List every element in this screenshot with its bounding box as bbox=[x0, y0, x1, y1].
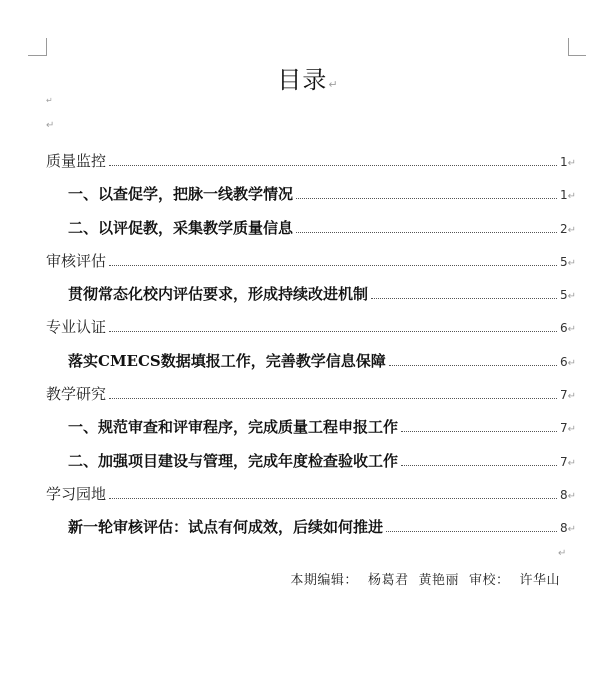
editor-credits bbox=[290, 569, 560, 588]
toc-page-number: 1 bbox=[559, 188, 568, 203]
paragraph-mark-icon: ↵ bbox=[567, 357, 576, 369]
toc-entry[interactable] bbox=[46, 146, 576, 179]
toc-dot-leader bbox=[296, 198, 557, 199]
toc-dot-leader bbox=[109, 331, 557, 332]
toc-subentry[interactable] bbox=[46, 179, 576, 212]
toc-dot-leader bbox=[109, 165, 557, 166]
toc-subentry[interactable] bbox=[46, 446, 576, 479]
toc-dot-leader bbox=[401, 465, 557, 466]
paragraph-mark-icon: ↵ bbox=[567, 457, 576, 469]
toc-entry-label: 落实CMECS数据填报工作，完善教学信息保障 bbox=[68, 351, 386, 370]
toc-entry-label: 二、加强项目建设与管理，完成年度检查验收工作 bbox=[68, 451, 399, 470]
crop-mark-top-right-horizontal bbox=[568, 55, 586, 56]
crop-mark-top-left-vertical bbox=[46, 38, 47, 56]
toc-dot-leader bbox=[389, 365, 557, 366]
paragraph-mark-icon: ↵ bbox=[567, 324, 576, 336]
toc-entry-label: 新一轮审核评估：试点有何成效，后续如何推进 bbox=[68, 518, 384, 537]
toc-entry-label: 一、以查促学，把脉一线教学情况 bbox=[68, 185, 294, 204]
toc-dot-leader bbox=[371, 298, 557, 299]
toc-dot-leader bbox=[109, 265, 557, 266]
toc-page-number: 6 bbox=[559, 354, 568, 369]
toc-entry[interactable] bbox=[46, 246, 576, 279]
toc-page-number: 7 bbox=[559, 421, 568, 436]
toc-entry-label: 审核评估 bbox=[46, 251, 107, 270]
toc-entry[interactable] bbox=[46, 312, 576, 345]
toc-page-number: 7 bbox=[559, 454, 568, 469]
toc-entry-label: 贯彻常态化校内评估要求，形成持续改进机制 bbox=[68, 285, 369, 304]
paragraph-mark-icon: ↵ bbox=[567, 524, 576, 536]
paragraph-mark-icon: ↵ bbox=[567, 224, 576, 236]
editor-label: 本期编辑： 杨葛君 bbox=[290, 573, 409, 588]
page-title-text: 目录 bbox=[277, 66, 328, 94]
reviewer: 审校： 许华山 bbox=[468, 573, 560, 588]
crop-mark-top-right-vertical bbox=[568, 38, 569, 56]
toc-page-number: 8 bbox=[559, 487, 568, 502]
toc-page-number: 2 bbox=[559, 221, 568, 236]
toc-page-number: 8 bbox=[559, 521, 568, 536]
paragraph-mark-icon: ↵ bbox=[46, 96, 53, 105]
toc-subentry[interactable] bbox=[46, 346, 576, 379]
paragraph-mark-icon: ↵ bbox=[567, 291, 576, 303]
paragraph-mark-icon: ↵ bbox=[567, 257, 576, 269]
toc-dot-leader bbox=[296, 232, 557, 233]
toc-entry-label: 质量监控 bbox=[46, 152, 107, 170]
toc-entry[interactable] bbox=[46, 379, 576, 412]
toc-entry-label: 教学研究 bbox=[46, 385, 107, 404]
toc-dot-leader bbox=[109, 498, 557, 499]
toc-entry-label: 二、以评促教，采集教学质量信息 bbox=[68, 218, 294, 237]
toc-subentry[interactable] bbox=[46, 512, 576, 545]
paragraph-mark-icon: ↵ bbox=[328, 78, 339, 91]
paragraph-mark-icon: ↵ bbox=[567, 391, 576, 403]
toc-entry-label: 一、规范审查和评审程序，完成质量工程申报工作 bbox=[68, 418, 399, 437]
toc-entry-label: 学习园地 bbox=[46, 484, 107, 503]
toc-dot-leader bbox=[401, 431, 557, 432]
toc-entry-label: 专业认证 bbox=[46, 318, 107, 337]
toc-entry[interactable] bbox=[46, 479, 576, 512]
paragraph-mark-icon: ↵ bbox=[567, 424, 576, 436]
table-of-contents bbox=[46, 146, 576, 546]
paragraph-mark-icon: ↵ bbox=[558, 548, 567, 559]
toc-subentry[interactable] bbox=[46, 412, 576, 445]
editor-name-2: 黄艳丽 bbox=[418, 573, 459, 588]
page-title bbox=[0, 60, 616, 95]
paragraph-mark-icon: ↵ bbox=[567, 158, 576, 169]
toc-page-number: 6 bbox=[559, 321, 568, 336]
toc-dot-leader bbox=[386, 531, 557, 532]
toc-page-number: 5 bbox=[559, 254, 568, 269]
toc-page-number: 7 bbox=[559, 388, 568, 403]
paragraph-mark-icon: ↵ bbox=[46, 120, 55, 131]
toc-page-number: 1 bbox=[559, 155, 568, 169]
paragraph-mark-icon: ↵ bbox=[567, 490, 576, 502]
toc-dot-leader bbox=[109, 398, 557, 399]
toc-page-number: 5 bbox=[559, 288, 568, 303]
toc-subentry[interactable] bbox=[46, 213, 576, 246]
crop-mark-top-left-horizontal bbox=[28, 55, 46, 56]
paragraph-mark-icon: ↵ bbox=[567, 191, 576, 203]
toc-subentry[interactable] bbox=[46, 279, 576, 312]
